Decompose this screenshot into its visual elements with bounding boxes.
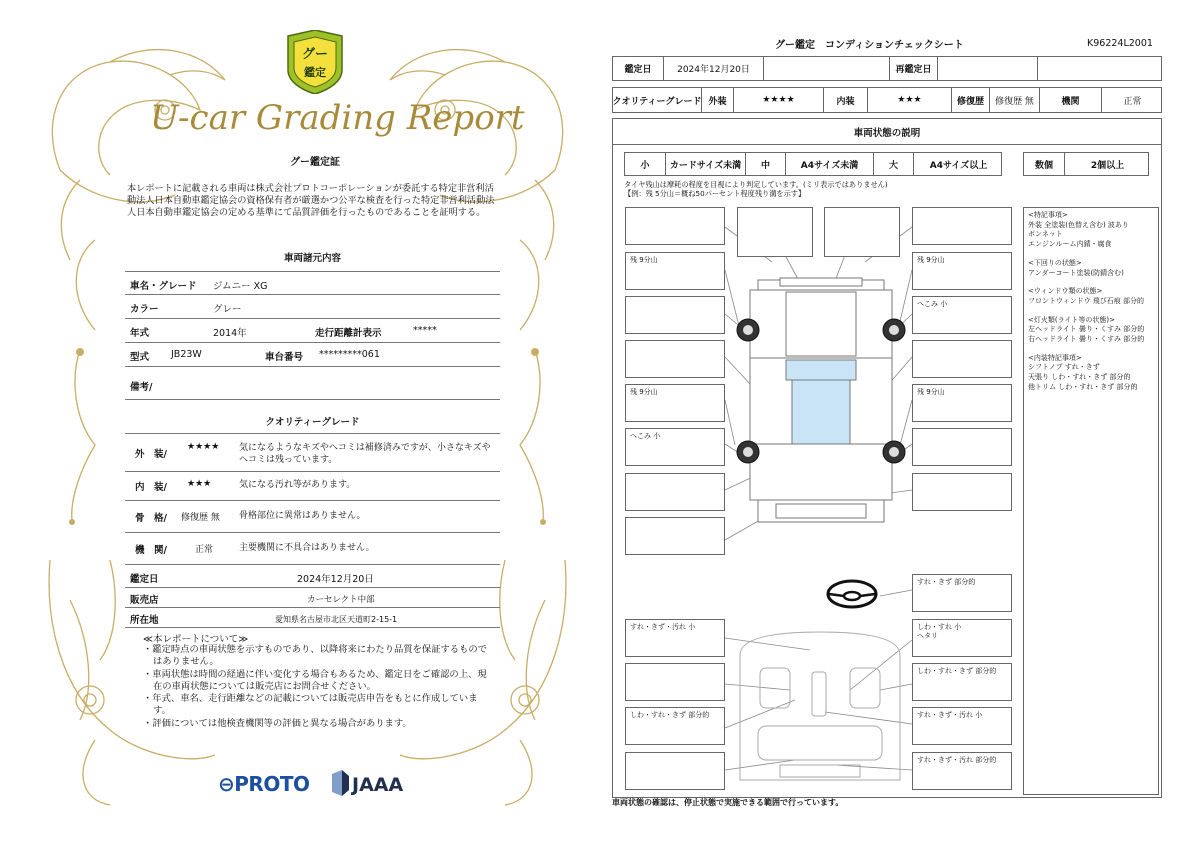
sheet-date-value: 2024年12月20日 xyxy=(663,57,763,80)
certificate-body: 本レポートに記載される車両は株式会社プロトコーポレーションが委託する特定非営利活動法人日本自動車鑑定協会の資格保有者が厳選かつ公平な検査を行った特定非営利活動法人日本自動車鑑定協会の定める基準にて品質評価を行ったものであることを証明する。 xyxy=(127,183,495,218)
interior-label: 内 装/ xyxy=(135,482,167,493)
special-note-line: アンダーコート塗装(防錆含む) xyxy=(1028,268,1124,277)
quality-row-interior xyxy=(125,472,500,501)
proto-logo-text: PROTO xyxy=(234,772,310,796)
mileage-value: ***** xyxy=(413,325,437,336)
special-note-line: フロントウィンドウ 飛び石痕 部分的 xyxy=(1028,296,1145,305)
frame-label: 骨 格/ xyxy=(135,513,167,524)
name-label: 車名・グレード xyxy=(130,281,197,292)
repair-value: 修復歴 無 xyxy=(989,88,1039,112)
proto-logo-mark-icon: ⊖ xyxy=(218,772,235,796)
special-note-line: エンジンルーム内錆・腐食 xyxy=(1028,240,1112,249)
exterior-label: 外装 xyxy=(701,88,733,112)
special-note-line: <特記事項> xyxy=(1028,211,1068,219)
badge-line1: グー xyxy=(301,47,329,62)
interior-grade: ★★★ xyxy=(187,479,212,489)
condition-box xyxy=(625,384,725,422)
legend-small: 小 xyxy=(640,160,650,171)
remarks-label: 備考/ xyxy=(130,382,153,393)
condition-box xyxy=(625,296,725,334)
date-value: 2024年12月20日 xyxy=(297,574,374,585)
condition-text: すれ・きず・汚れ 小 xyxy=(917,711,983,719)
notes-list xyxy=(143,644,488,730)
condition-box xyxy=(912,428,1012,466)
note-item: ・評価については他検査機関等の評価と異なる場合があります。 xyxy=(143,717,412,729)
spec-row-color xyxy=(125,295,500,319)
exterior-desc: 気になるようなキズやヘコミは補修済みですが、小さなキズやヘコミは残っています。 xyxy=(239,443,491,465)
condition-box xyxy=(912,752,1012,790)
chassis-value: *********061 xyxy=(319,349,380,360)
legend-medium-desc: A4サイズ未満 xyxy=(785,153,873,175)
proto-logo xyxy=(218,772,309,796)
condition-box xyxy=(912,252,1012,290)
sheet-id: K96224L2001 xyxy=(1087,38,1153,49)
year-label: 年式 xyxy=(130,328,150,339)
condition-text: しわ・すれ 小 xyxy=(917,623,962,631)
condition-box xyxy=(912,340,1012,378)
engine-desc: 主要機関に不具合はありません。 xyxy=(239,543,375,553)
interior-desc: 気になる汚れ等があります。 xyxy=(239,480,356,490)
special-notes-panel xyxy=(1023,207,1159,795)
condition-box xyxy=(912,207,1012,245)
special-note-line: 天張り しわ・すれ・きず 部分的 xyxy=(1028,373,1131,382)
info-row-shop xyxy=(125,588,500,608)
special-note-line: 他トリム しわ・すれ・きず 部分的 xyxy=(1028,382,1138,391)
color-value: グレー xyxy=(213,304,242,315)
engine-label: 機関 xyxy=(1039,88,1101,112)
sheet-date-label: 鑑定日 xyxy=(624,65,652,75)
exterior-grade: ★★★★ xyxy=(187,442,220,452)
name-value: ジムニー XG xyxy=(213,281,268,292)
condition-text: しわ・すれ・きず 部分的 xyxy=(630,711,710,719)
condition-text: すれ・きず 部分的 xyxy=(917,578,976,586)
exterior-grade: ★★★★ xyxy=(733,88,823,112)
model-label: 型式 xyxy=(130,352,150,363)
exterior-label: 外 装/ xyxy=(135,449,167,460)
engine-value: 正常 xyxy=(1101,88,1163,112)
info-row-address xyxy=(125,608,500,628)
condition-section-title: 車両状態の説明 xyxy=(613,119,1161,145)
note-item: ・車両状態は時間の経過に伴い変化する場合もあるため、鑑定日をご確認の上、現在の車両状態については販売店にお問合せください。 xyxy=(143,668,487,692)
condition-box xyxy=(824,207,900,257)
quality-grade-label: クオリティーグレード xyxy=(612,96,702,107)
engine-grade: 正常 xyxy=(195,545,214,555)
tire-example-line: 【例：残 5分山＝概ね50パーセント程度残り溝を示す】 xyxy=(624,189,806,198)
spacer xyxy=(1028,345,1154,354)
legend-medium: 中 xyxy=(745,153,785,175)
legend-large: 大 xyxy=(873,153,913,175)
spec-row-model xyxy=(125,343,500,367)
condition-box xyxy=(625,252,725,290)
condition-text: 残 9分山 xyxy=(917,256,945,264)
jaaa-logo-mark-icon xyxy=(330,770,350,796)
special-note-line: 左ヘッドライト 曇り・くすみ 部分的 xyxy=(1028,325,1145,334)
frame-desc: 骨格部位に異常はありません。 xyxy=(239,511,366,521)
quality-row-frame xyxy=(125,501,500,533)
condition-box xyxy=(912,619,1012,657)
condition-box xyxy=(912,296,1012,334)
color-label: カラー xyxy=(130,304,159,315)
redate-label: 再鑑定日 xyxy=(889,57,937,80)
address-value: 愛知県名古屋市北区天道町2-15-1 xyxy=(275,615,398,624)
special-note-line: <内装特記事項> xyxy=(1028,353,1082,362)
shop-value: カーセレクト中部 xyxy=(307,595,375,605)
condition-box xyxy=(625,428,725,466)
report-script-title: U-car Grading Report xyxy=(150,98,525,138)
condition-box xyxy=(625,340,725,378)
condition-box xyxy=(912,574,1012,612)
condition-text: 残 9分山 xyxy=(630,388,658,396)
condition-box xyxy=(625,517,725,555)
legend-small-desc: カードサイズ未満 xyxy=(665,153,745,175)
notes-title: ≪本レポートについて≫ xyxy=(143,634,249,645)
spec-row-remarks xyxy=(125,367,500,400)
footer-note: 車両状態の確認は、停止状態で実施できる範囲で行っています。 xyxy=(612,798,844,807)
special-note-line: シフトノブ すれ・きず xyxy=(1028,363,1100,372)
date-label: 鑑定日 xyxy=(130,574,159,585)
condition-text: へこみ 小 xyxy=(630,432,661,440)
chassis-label: 車台番号 xyxy=(265,352,304,363)
condition-box xyxy=(625,663,725,701)
sheet-title: グー鑑定 コンディションチェックシート xyxy=(775,40,964,51)
condition-box xyxy=(625,619,725,657)
condition-box xyxy=(912,707,1012,745)
info-row-date xyxy=(125,566,500,588)
spec-section-title: 車両諸元内容 xyxy=(283,253,341,264)
quality-section-title: クオリティーグレード xyxy=(265,417,360,428)
quality-row-exterior xyxy=(125,433,500,472)
legend-large-desc: A4サイズ以上 xyxy=(913,153,1003,175)
condition-check-sheet xyxy=(600,0,1200,848)
tire-note-line: タイヤ残山は摩耗の程度を目視により判定しています。(ミリ表示ではありません) xyxy=(624,180,888,189)
condition-text: へこみ 小 xyxy=(917,300,948,308)
special-note-line: 右ヘッドライト 曇り・くすみ 部分的 xyxy=(1028,335,1145,344)
spacer xyxy=(1028,278,1154,287)
condition-text: しわ・すれ・きず 部分的 xyxy=(917,667,997,675)
spec-row-year xyxy=(125,319,500,343)
condition-text: 残 9分山 xyxy=(630,256,658,264)
interior-grade: ★★★ xyxy=(867,88,951,112)
special-note-line: 外装 全塗装(色替え含む) 波あり xyxy=(1028,220,1129,229)
spacer xyxy=(1028,250,1154,259)
condition-box xyxy=(625,707,725,745)
condition-box xyxy=(625,752,725,790)
repair-label: 修復歴 xyxy=(951,88,989,112)
badge-line2: 鑑定 xyxy=(304,66,326,79)
steering-wheel-icon xyxy=(828,581,876,607)
condition-box xyxy=(625,207,725,245)
model-value: JB23W xyxy=(171,349,202,360)
special-note-line: ボンネット xyxy=(1028,230,1063,239)
special-note-line: <下回りの状態> xyxy=(1028,258,1082,267)
address-label: 所在地 xyxy=(130,615,159,626)
spacer xyxy=(1028,307,1154,316)
special-note-line: <灯火類(ライト等の状態)> xyxy=(1028,315,1115,324)
frame-grade: 修復歴 無 xyxy=(181,513,220,523)
legend-count: 数個 xyxy=(1034,160,1053,171)
note-item: ・年式、車名、走行距離などの記載については販売店申告をもとに作成しています。 xyxy=(143,693,478,717)
condition-box xyxy=(912,384,1012,422)
condition-text: すれ・きず・汚れ 部分的 xyxy=(917,756,997,764)
spec-row-name xyxy=(125,271,500,295)
condition-box xyxy=(625,473,725,511)
condition-box xyxy=(912,473,1012,511)
condition-text: すれ・きず・汚れ 小 xyxy=(630,623,696,631)
engine-label: 機 関/ xyxy=(135,545,167,556)
legend-count-desc: 2個以上 xyxy=(1064,153,1150,175)
note-item: ・鑑定時点の車両状態を示すものであり、以降将来にわたり品質を保証するものではありません。 xyxy=(143,644,487,668)
year-value: 2014年 xyxy=(213,328,247,339)
condition-text: へタリ xyxy=(917,632,938,640)
certificate-title: グー鑑定証 xyxy=(290,157,340,168)
goo-kantei-badge xyxy=(284,30,346,94)
mileage-label: 走行距離計表示 xyxy=(315,328,382,339)
quality-row-engine xyxy=(125,533,500,565)
special-note-line: <ウィンドウ類の状態> xyxy=(1028,287,1103,296)
shop-label: 販売店 xyxy=(130,595,159,606)
interior-label: 内装 xyxy=(823,88,867,112)
condition-box xyxy=(912,663,1012,701)
jaaa-logo-text: JAAA xyxy=(352,774,404,796)
condition-text: 残 9分山 xyxy=(917,388,945,396)
condition-box xyxy=(737,207,813,257)
